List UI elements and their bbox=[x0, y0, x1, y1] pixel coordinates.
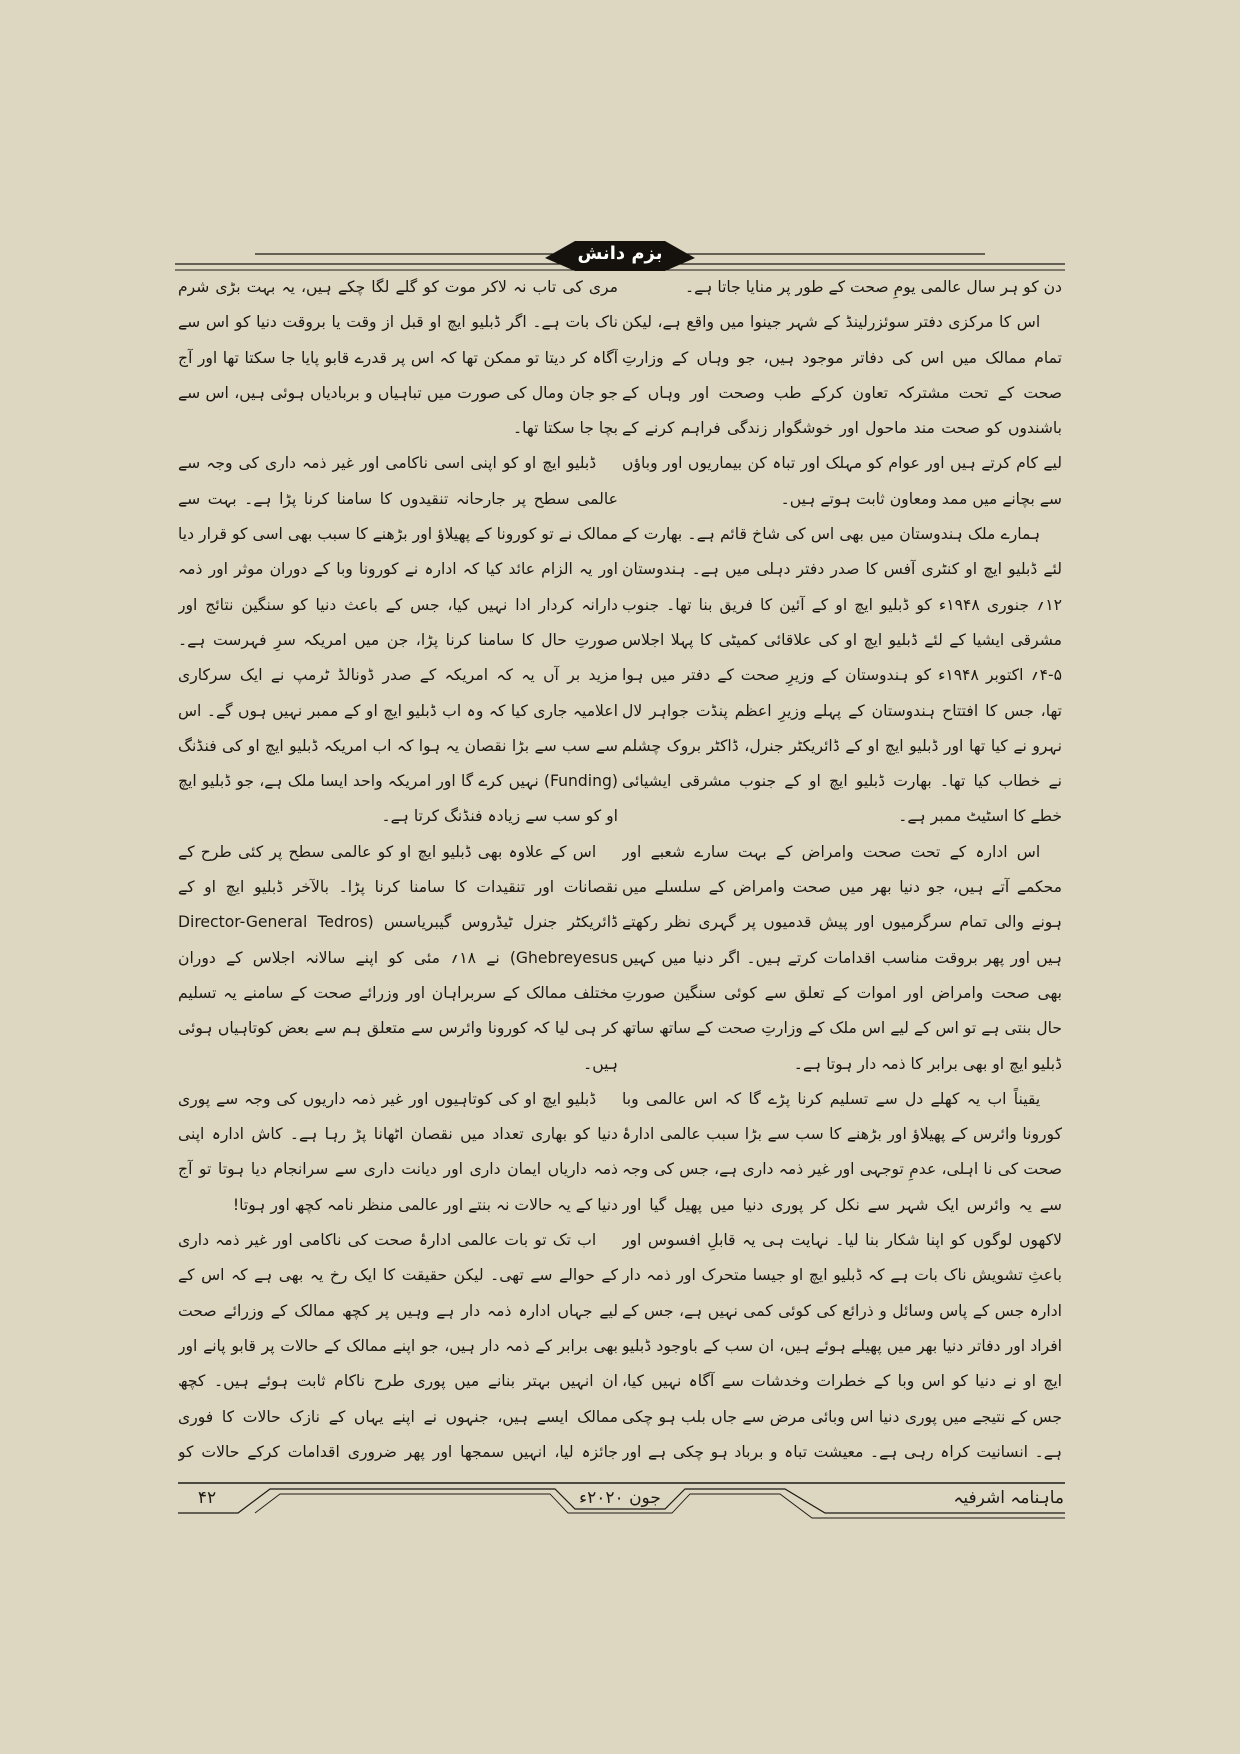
paragraph: دن کو ہر سال عالمی یومِ صحت کے طور پر منایا جاتا ہے۔ bbox=[684, 278, 1062, 296]
section-title: بزم دانش bbox=[577, 243, 663, 264]
paragraph: ڈبلیو ایچ او کی کوتاہیوں اور غیر ذمہ داریوں کی وجہ سے پوری دنیا کو بھاری تعداد میں نقصان اٹھانا پڑ رہا ہے۔ کاش ادارہ اپنی ذمہ داریاں ایمان داری اور دیانت داری سے سرانجام دیا ہوتا تو آج دنیا کے یہ حالات نہ بنتے اور عالمی منظر نامہ کچھ اور ہوتا! bbox=[178, 1089, 618, 1214]
issue-date: جون ۲۰۲۰ء bbox=[579, 1488, 661, 1508]
paragraph: ہمارے ملک ہندوستان میں بھی اس کی شاخ قائم ہے۔ بھارت کے لئے ڈبلیو ایچ او کنٹری آفس کا صدر دفتر دہلی میں ہے۔ ہندوستان ۱۲؍ جنوری ۱۹۴۸ء کو ڈبلیو ایچ او کے آئین کا فریق بنا تھا۔ جنوب مشرقی ایشیا کے لئے ڈبلیو ایچ او کی علاقائی کمیٹی کا پہلا اجلاس ۵-۴؍ اکتوبر ۱۹۴۸ء کو ہندوستان کے وزیرِ صحت کے دفتر میں ہوا تھا، جس کا افتتاح ہندوستان کے پہلے وزیرِ اعظم پنڈت جواہر لال نہرو نے کیا تھا اور ڈبلیو ایچ او کے ڈائریکٹر جنرل، ڈاکٹر بروک چشلم نے خطاب کیا تھا۔ بھارت ڈبلیو ایچ او کے جنوب مشرقی ایشیائی خطے کا اسٹیٹ ممبر ہے۔ bbox=[622, 525, 1062, 826]
article-column-right bbox=[622, 270, 1062, 1470]
magazine-name: ماہنامہ اشرفیہ bbox=[953, 1488, 1064, 1508]
article-column-left bbox=[178, 270, 618, 1470]
paragraph: مری کی تاب نہ لاکر موت کو گلے لگا چکے ہیں، یہ بہت بڑی شرم ناک بات ہے۔ اگر ڈبلیو ایچ او قبل از وقت یا بروقت دنیا کو اس سے آگاہ کر دیتا تو ممکن تھا کہ اس پر قدرے قابو پایا جا سکتا تھا اور آج جو جان ومال کی صورت میں تباہیاں و بربادیاں ہوئی ہیں، اس سے بچا جا سکتا تھا۔ bbox=[178, 278, 618, 438]
paragraph: یقیناً اب یہ کھلے دل سے تسلیم کرنا پڑے گا کہ اس عالمی وبا کورونا وائرس کے پھیلاؤ اور بڑھنے کا سب سے بڑا سبب عالمی ادارۂ صحت کی نا اہلی، عدمِ توجہی اور غیر ذمہ داری ہے، جس کی وجہ سے یہ وائرس ایک شہر سے نکل کر پوری دنیا میں پھیل گیا اور لاکھوں لوگوں کو اپنا شکار بنا لیا۔ نہایت ہی یہ قابلِ افسوس اور باعثِ تشویش ناک بات ہے کہ ڈبلیو ایچ او جیسا متحرک اور ذمہ دار ادارہ جس کے پاس وسائل و ذرائع کی کوئی کمی نہیں ہے، جس کے افراد اور دفاتر دنیا بھر میں پھیلے ہوئے ہیں، ان سب کے باوجود ڈبلیو ایچ او نے دنیا کو اس وبا کے خطرات وخدشات سے آگاہ نہیں کیا، جس کے نتیجے میں پوری دنیا اس وبائی مرض سے جاں بلب ہو چکی ہے۔ انسانیت کراہ رہی ہے۔ معیشت تباہ و برباد ہو چکی ہے اور bbox=[622, 1089, 1062, 1461]
paragraph: اس کا مرکزی دفتر سوئزرلینڈ کے شہر جینوا میں واقع ہے، لیکن تمام ممالک میں اس کی دفاتر موجود ہیں، جو وہاں کے وزارتِ صحت کے تحت مشترکہ تعاون کرکے طب وصحت اور وہاں کے باشندوں کو صحت مند ماحول اور خوشگوار زندگی فراہم کرنے کے لیے کام کرتے ہیں اور عوام کو مہلک اور تباہ کن بیماریوں اور وباؤں سے بچانے میں ممد ومعاون ثابت ہوتے ہیں۔ bbox=[622, 313, 1062, 508]
page-number: ۴۲ bbox=[197, 1488, 217, 1508]
paragraph: ڈبلیو ایچ او کو اپنی اسی ناکامی اور غیر ذمہ داری کی وجہ سے عالمی سطح پر جارحانہ تنقیدوں کا سامنا کرنا پڑا ہے۔ بہت سے ممالک نے تو کورونا کے پھیلاؤ اور بڑھنے کا سبب بھی اسی کو قرار دیا اور یہ الزام عائد کیا کہ ادارہ نے کورونا وبا کے دوران موثر اور ذمہ دارانہ کردار ادا نہیں کیا، جس کے باعث دنیا کو سنگین نتائج اور صورتِ حال کا سامنا کرنا پڑا، جن میں امریکہ سرِ فہرست ہے۔ مزید بر آں یہ کہ امریکہ کے صدر ڈونالڈ ٹرمپ نے ایک سرکاری اعلامیہ جاری کیا کہ وہ اب ڈبلیو ایچ او کے ممبر نہیں ہوں گے۔ اس سے سب سے بڑا نقصان یہ ہوا کہ اب امریکہ ڈبلیو ایچ او کی فنڈنگ (Funding) نہیں کرے گا اور امریکہ واحد ایسا ملک ہے، جو ڈبلیو ایچ او کو سب سے زیادہ فنڈنگ کرتا ہے۔ bbox=[178, 454, 618, 826]
paragraph: اس کے علاوہ بھی ڈبلیو ایچ او کو عالمی سطح پر کئی طرح کے نقصانات اور تنقیدات کا سامنا کرنا پڑا۔ بالآخر ڈبلیو ایچ او کے ڈائریکٹر جنرل ٹیڈروس گیبریاسس (Director-General Tedros Ghebreyesus) نے ۱۸؍ مئی کو اپنے سالانہ اجلاس کے دوران مختلف ممالک کے سربراہان اور وزرائے صحت کے سامنے یہ تسلیم کر ہی لیا کہ کورونا وائرس سے متعلق ہم سے بعض کوتاہیاں ہوئی ہیں۔ bbox=[178, 842, 618, 1073]
paragraph: اب تک تو بات عالمی ادارۂ صحت کی ناکامی اور غیر ذمہ داری کے حوالے سے تھی۔ لیکن حقیقت کا ایک رخ یہ بھی ہے کہ اس کے لیے جہاں ادارہ ذمہ دار ہے وہیں پر کچھ ممالک کے وزرائے صحت بھی برابر کے ذمہ دار ہیں، جو اپنے ممالک کے حالات پر قابو پانے اور ان انہیں بہتر بنانے میں پوری طرح ناکام ثابت ہوئے ہیں۔ کچھ ممالک ایسے ہیں، جنہوں نے اپنے یہاں کے نازک حالات کا فوری جائزہ لیا، انہیں سمجھا اور پھر ضروری اقدامات کرکے حالات کو bbox=[178, 1231, 618, 1461]
paragraph: اس ادارہ کے تحت صحت وامراض کے بہت سارے شعبے اور محکمے آتے ہیں، جو دنیا بھر میں صحت وامراض کے سلسلے میں ہونے والی تمام سرگرمیوں اور پیش قدمیوں پر گہری نظر رکھتے ہیں اور پھر بروقت مناسب اقدامات کرتے ہیں۔ اگر دنیا میں کہیں بھی صحت وامراض اور اموات کے تعلق سے کوئی سنگین صورتِ حال بنتی ہے تو اس کے لیے اس ملک کے وزارتِ صحت کے ساتھ ساتھ ڈبلیو ایچ او بھی برابر کا ذمہ دار ہوتا ہے۔ bbox=[622, 842, 1062, 1073]
